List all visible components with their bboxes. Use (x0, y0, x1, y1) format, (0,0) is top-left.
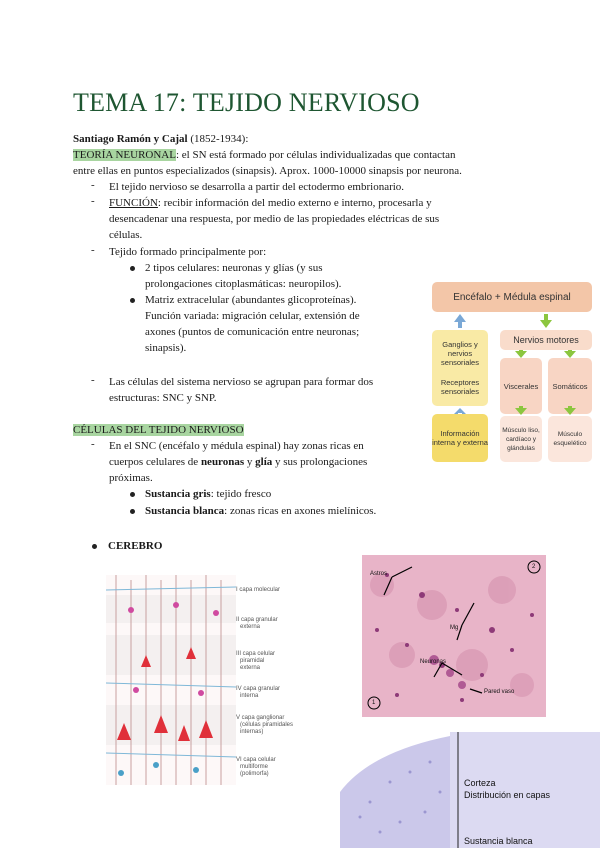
bullet (130, 492, 135, 497)
diagram-musculo-esqueletico: Músculo esquelético (548, 416, 592, 462)
arrow-down-icon (540, 314, 552, 328)
bullet (130, 509, 135, 514)
arrow-down-icon (515, 350, 527, 358)
theory-text-1: : el SN está formado por células individualizadas que contactan (175, 149, 456, 161)
bullet (130, 298, 135, 303)
function-label: FUNCIÓN (109, 197, 158, 209)
neurons-illustration (106, 575, 236, 785)
diagram-info: Información interna y externa (432, 414, 488, 462)
histology-image-2: Corteza Distribución en capas Sustancia blanca (340, 732, 600, 848)
diagram-arrows (432, 282, 592, 464)
intro-line (73, 131, 248, 147)
diagram-encefalo: Encéfalo + Médula espinal (432, 282, 592, 312)
bullet (130, 266, 135, 271)
histology-image-1: Astros Mg Neuronas Pared vaso 1 2 (362, 555, 546, 717)
arrow-down-icon (515, 406, 527, 415)
list-item: Tejido formado principalmente por: (109, 246, 267, 258)
theory-line-2: entre ellas en puntos especializados (sinapsis). Aprox. 1000-10000 sinapsis por neurona. (73, 165, 462, 177)
list-item: El tejido nervioso se desarrolla a partir del ectodermo embrionario. (109, 181, 405, 193)
author: Santiago Ramón y Cajal (73, 133, 188, 145)
arrow-down-icon (564, 406, 576, 415)
list-item-function: FUNCIÓN: recibir información del medio externo e interno, procesarla y (109, 197, 432, 209)
diagram-musculo-liso: Músculo liso, cardíaco y glándulas (500, 416, 542, 462)
theory-label: TEORÍA NEURONAL (73, 149, 176, 161)
author-years: (1852-1934): (187, 133, 249, 145)
diagram-motores: Nervios motores (500, 330, 592, 350)
histology-texture (362, 555, 546, 717)
cortex-layers-figure: I capa molecular II capa granular externa III capa celular piramidal externa IV capa granular interna V capa ganglionar (células piramidales internas) VI capa celular multiforme (polimorfa) (106, 575, 306, 843)
diagram-viscerales: Viscerales (500, 358, 542, 414)
arrow-up-icon (454, 314, 466, 328)
theory-line-1 (73, 147, 455, 163)
page-title: TEMA 17: TEJIDO NERVIOSO (73, 88, 420, 117)
diagram-ganglios: Ganglios y nervios sensoriales Receptores sensoriales (432, 330, 488, 406)
section-heading: CÉLULAS DEL TEJIDO NERVIOSO (73, 424, 244, 436)
bullet (92, 544, 97, 549)
diagram-somaticos: Somáticos (548, 358, 592, 414)
cerebro-heading: CEREBRO (108, 540, 163, 552)
nervous-system-diagram (432, 282, 592, 464)
arrow-down-icon (564, 350, 576, 358)
arrow-up-icon (454, 408, 466, 414)
